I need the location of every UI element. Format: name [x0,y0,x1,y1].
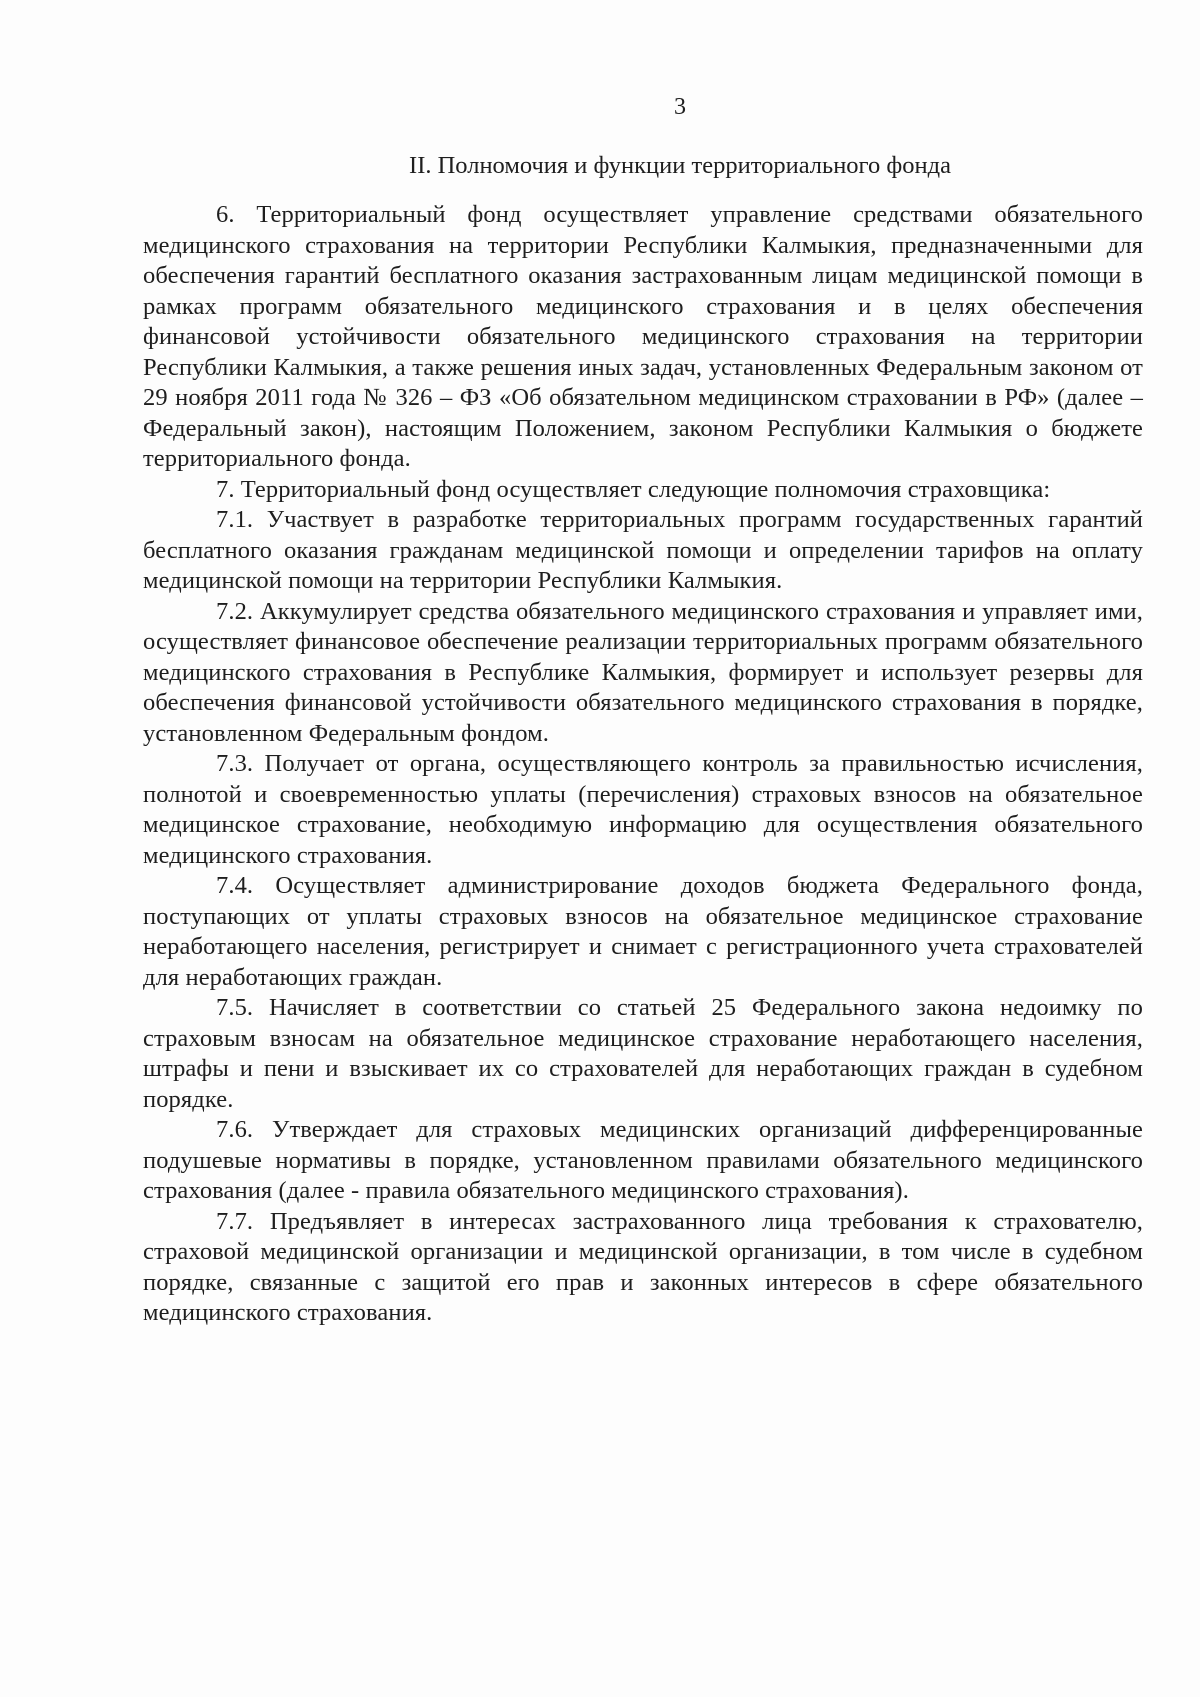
paragraph-6: 6. Территориальный фонд осуществляет управление средствами обязательного медицинского страхования на территории Республики Калмыкия, предназначенными для обеспечения гарантий бесплатного оказания застрахованным лицам медицинской помощи в рамках программ обязательного медицинского страхования и в целях обеспечения финансовой устойчивости обязательного медицинского страхования на территории Республики Калмыкия, а также решения иных задач, установленных Федеральным законом от 29 ноября 2011 года № 326 – ФЗ «Об обязательном медицинском страховании в РФ» (далее – Федеральный закон), настоящим Положением, законом Республики Калмыкия о бюджете территориального фонда. [143,201,1143,472]
section-title: II. Полномочия и функции территориального фонда [409,152,951,179]
paragraph-7: 7. Территориальный фонд осуществляет следующие полномочия страховщика: [216,475,1051,503]
paragraph-7-3: 7.3. Получает от органа, осуществляющего контроль за правильностью исчисления, полнотой и своевременностью уплаты (перечисления) страховых взносов на обязательное медицинское страхование, необходимую информацию для осуществления обязательного медицинского страхования. [143,750,1143,869]
paragraph-7-2: 7.2. Аккумулирует средства обязательного медицинского страхования и управляет ими, осуществляет финансовое обеспечение реализации территориальных программ обязательного медицинского страхования в Республике Калмыкия, формирует и использует резервы для обеспечения финансовой устойчивости обязательного медицинского страхования в порядке, установленном Федеральным фондом. [143,597,1143,747]
paragraph-7-6: 7.6. Утверждает для страховых медицинских организаций дифференцированные подушевые нормативы в порядке, установленном правилами обязательного медицинского страхования (далее - правила обязательного медицинского страхования). [143,1116,1143,1204]
paragraph-7-7: 7.7. Предъявляет в интересах застрахованного лица требования к страхователю, страховой медицинской организации и медицинской организации, в том числе в судебном порядке, связанные с защитой его прав и законных интересов в сфере обязательного медицинского страхования. [143,1207,1143,1326]
page-number: 3 [674,94,686,120]
paragraph-7-1: 7.1. Участвует в разработке территориальных программ государственных гарантий бесплатного оказания гражданам медицинской помощи и определении тарифов на оплату медицинской помощи на территории Республики Калмыкия. [143,506,1143,594]
body-text [143,200,1143,1329]
paragraph-7-5: 7.5. Начисляет в соответствии со статьей 25 Федерального закона недоимку по страховым взносам на обязательное медицинское страхование неработающего населения, штрафы и пени и взыскивает их со страхователей для неработающих граждан в судебном порядке. [143,994,1143,1113]
paragraph-7-4: 7.4. Осуществляет администрирование доходов бюджета Федерального фонда, поступающих от уплаты страховых взносов на обязательное медицинское страхование неработающего населения, регистрирует и снимает с регистрационного учета страхователей для неработающих граждан. [143,872,1143,991]
